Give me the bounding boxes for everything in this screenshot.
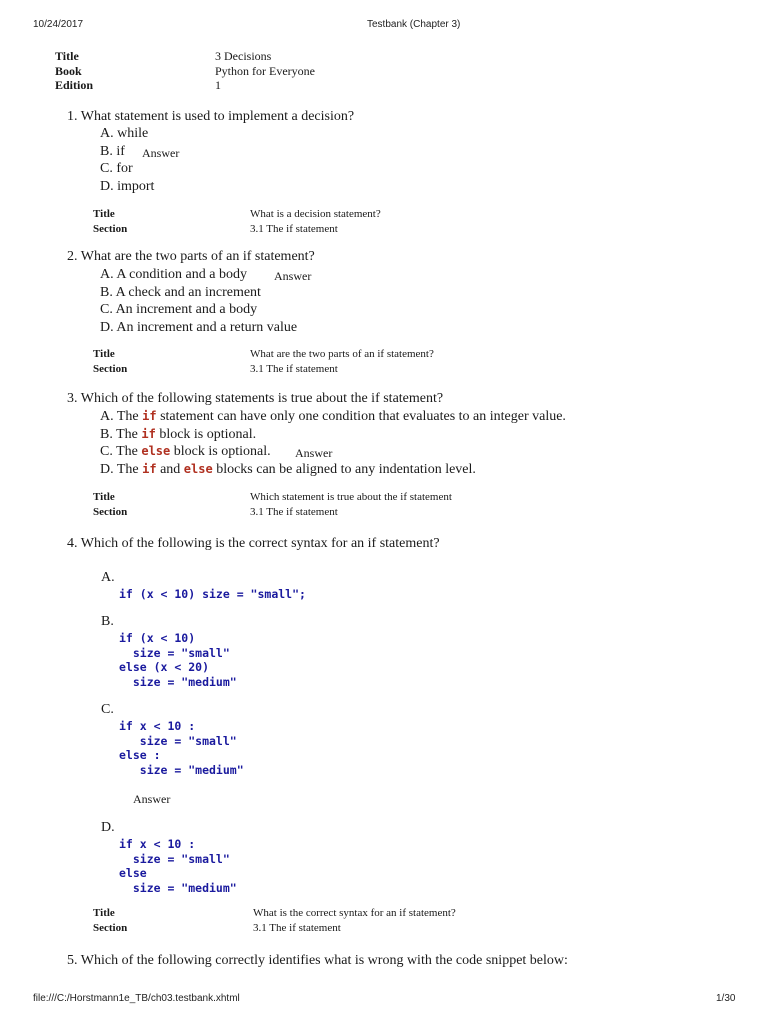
q4-option-c-label: C.: [101, 702, 114, 717]
q1-info-section-key: Section: [93, 223, 128, 235]
q3-info-title-key: Title: [93, 491, 115, 503]
page-number: 1/30: [716, 993, 736, 1004]
q2-option-d: D. An increment and a return value: [100, 320, 298, 335]
q2-option-a: A. A condition and a body: [100, 267, 247, 282]
q4-option-d-label: D.: [101, 820, 115, 835]
q4-answer-label: Answer: [133, 792, 171, 806]
meta-book-value: Python for Everyone: [215, 64, 315, 78]
q4-option-b-code-line: size = "medium": [119, 675, 237, 689]
q3-option-b: B. The if block is optional.: [100, 427, 257, 442]
meta-edition-key: Edition: [55, 78, 94, 92]
q2-info-title: What are the two parts of an if statement?: [250, 348, 434, 360]
q2-info-section: 3.1 The if statement: [250, 363, 338, 375]
q3-info-title: Which statement is true about the if statement: [250, 491, 452, 503]
q1-option-c: C. for: [100, 161, 133, 176]
q5-prompt: 5. Which of the following correctly identifies what is wrong with the code snippet below:: [67, 953, 568, 968]
q4-option-a-code-line: if (x < 10) size = "small";: [119, 587, 306, 601]
print-date: 10/24/2017: [33, 19, 84, 30]
q4-option-b-code-line: size = "small": [119, 646, 230, 660]
q4-option-b-code-line: if (x < 10): [119, 631, 196, 645]
q1-option-a: A. while: [100, 126, 149, 141]
q3-prompt: 3. Which of the following statements is true about the if statement?: [67, 391, 444, 406]
q2-prompt: 2. What are the two parts of an if statement?: [67, 249, 315, 264]
q3-code-if: if: [142, 462, 157, 476]
q2-option-c: C. An increment and a body: [100, 302, 258, 317]
q4-info-title-key: Title: [93, 907, 115, 919]
q3-code-if: if: [141, 427, 156, 441]
meta-book-key: Book: [55, 64, 82, 78]
q1-answer-label: Answer: [142, 146, 180, 160]
q2-info-section-key: Section: [93, 363, 128, 375]
q4-prompt: 4. Which of the following is the correct syntax for an if statement?: [67, 536, 440, 551]
meta-title-key: Title: [55, 49, 79, 63]
meta-title-value: 3 Decisions: [215, 49, 272, 63]
q4-option-d-code-line: size = "medium": [119, 881, 237, 895]
q3-option-a: A. The if statement can have only one condition that evaluates to an integer value.: [100, 409, 566, 424]
q4-option-d-code-line: size = "small": [119, 852, 230, 866]
q1-info-title: What is a decision statement?: [250, 208, 381, 220]
q4-info-title: What is the correct syntax for an if statement?: [253, 907, 456, 919]
q2-answer-label: Answer: [274, 269, 312, 283]
q4-option-b-label: B.: [101, 614, 114, 629]
page-title: Testbank (Chapter 3): [367, 19, 461, 30]
q4-info-section-key: Section: [93, 922, 128, 934]
file-path: file:///C:/Horstmann1e_TB/ch03.testbank.xhtml: [33, 993, 240, 1004]
q1-prompt: 1. What statement is used to implement a decision?: [67, 109, 355, 124]
q1-option-d: D. import: [100, 179, 155, 194]
q1-option-b: B. if: [100, 144, 125, 159]
q1-info-title-key: Title: [93, 208, 115, 220]
q3-code-if: if: [142, 409, 157, 423]
q4-option-a-label: A.: [101, 570, 115, 585]
q4-option-d-code-line: if x < 10 :: [119, 837, 196, 851]
q4-option-c-code-line: else :: [119, 748, 161, 762]
q1-info-section: 3.1 The if statement: [250, 223, 338, 235]
q2-option-b: B. A check and an increment: [100, 285, 261, 300]
q3-option-d: D. The if and else blocks can be aligned to any indentation level.: [100, 462, 476, 477]
q3-info-section-key: Section: [93, 506, 128, 518]
meta-edition-value: 1: [215, 78, 221, 92]
q3-code-else: else: [183, 462, 213, 476]
q4-option-c-code-line: size = "small": [119, 734, 237, 748]
q2-info-title-key: Title: [93, 348, 115, 360]
q3-option-c: C. The else block is optional.: [100, 444, 271, 459]
q4-option-d-code-line: else: [119, 866, 147, 880]
q3-code-else: else: [141, 444, 171, 458]
q4-option-b-code-line: else (x < 20): [119, 660, 210, 674]
q3-answer-label: Answer: [295, 446, 333, 460]
q4-option-c-code-line: if x < 10 :: [119, 719, 196, 733]
q4-info-section: 3.1 The if statement: [253, 922, 341, 934]
q4-option-c-code-line: size = "medium": [119, 763, 244, 777]
q3-info-section: 3.1 The if statement: [250, 506, 338, 518]
